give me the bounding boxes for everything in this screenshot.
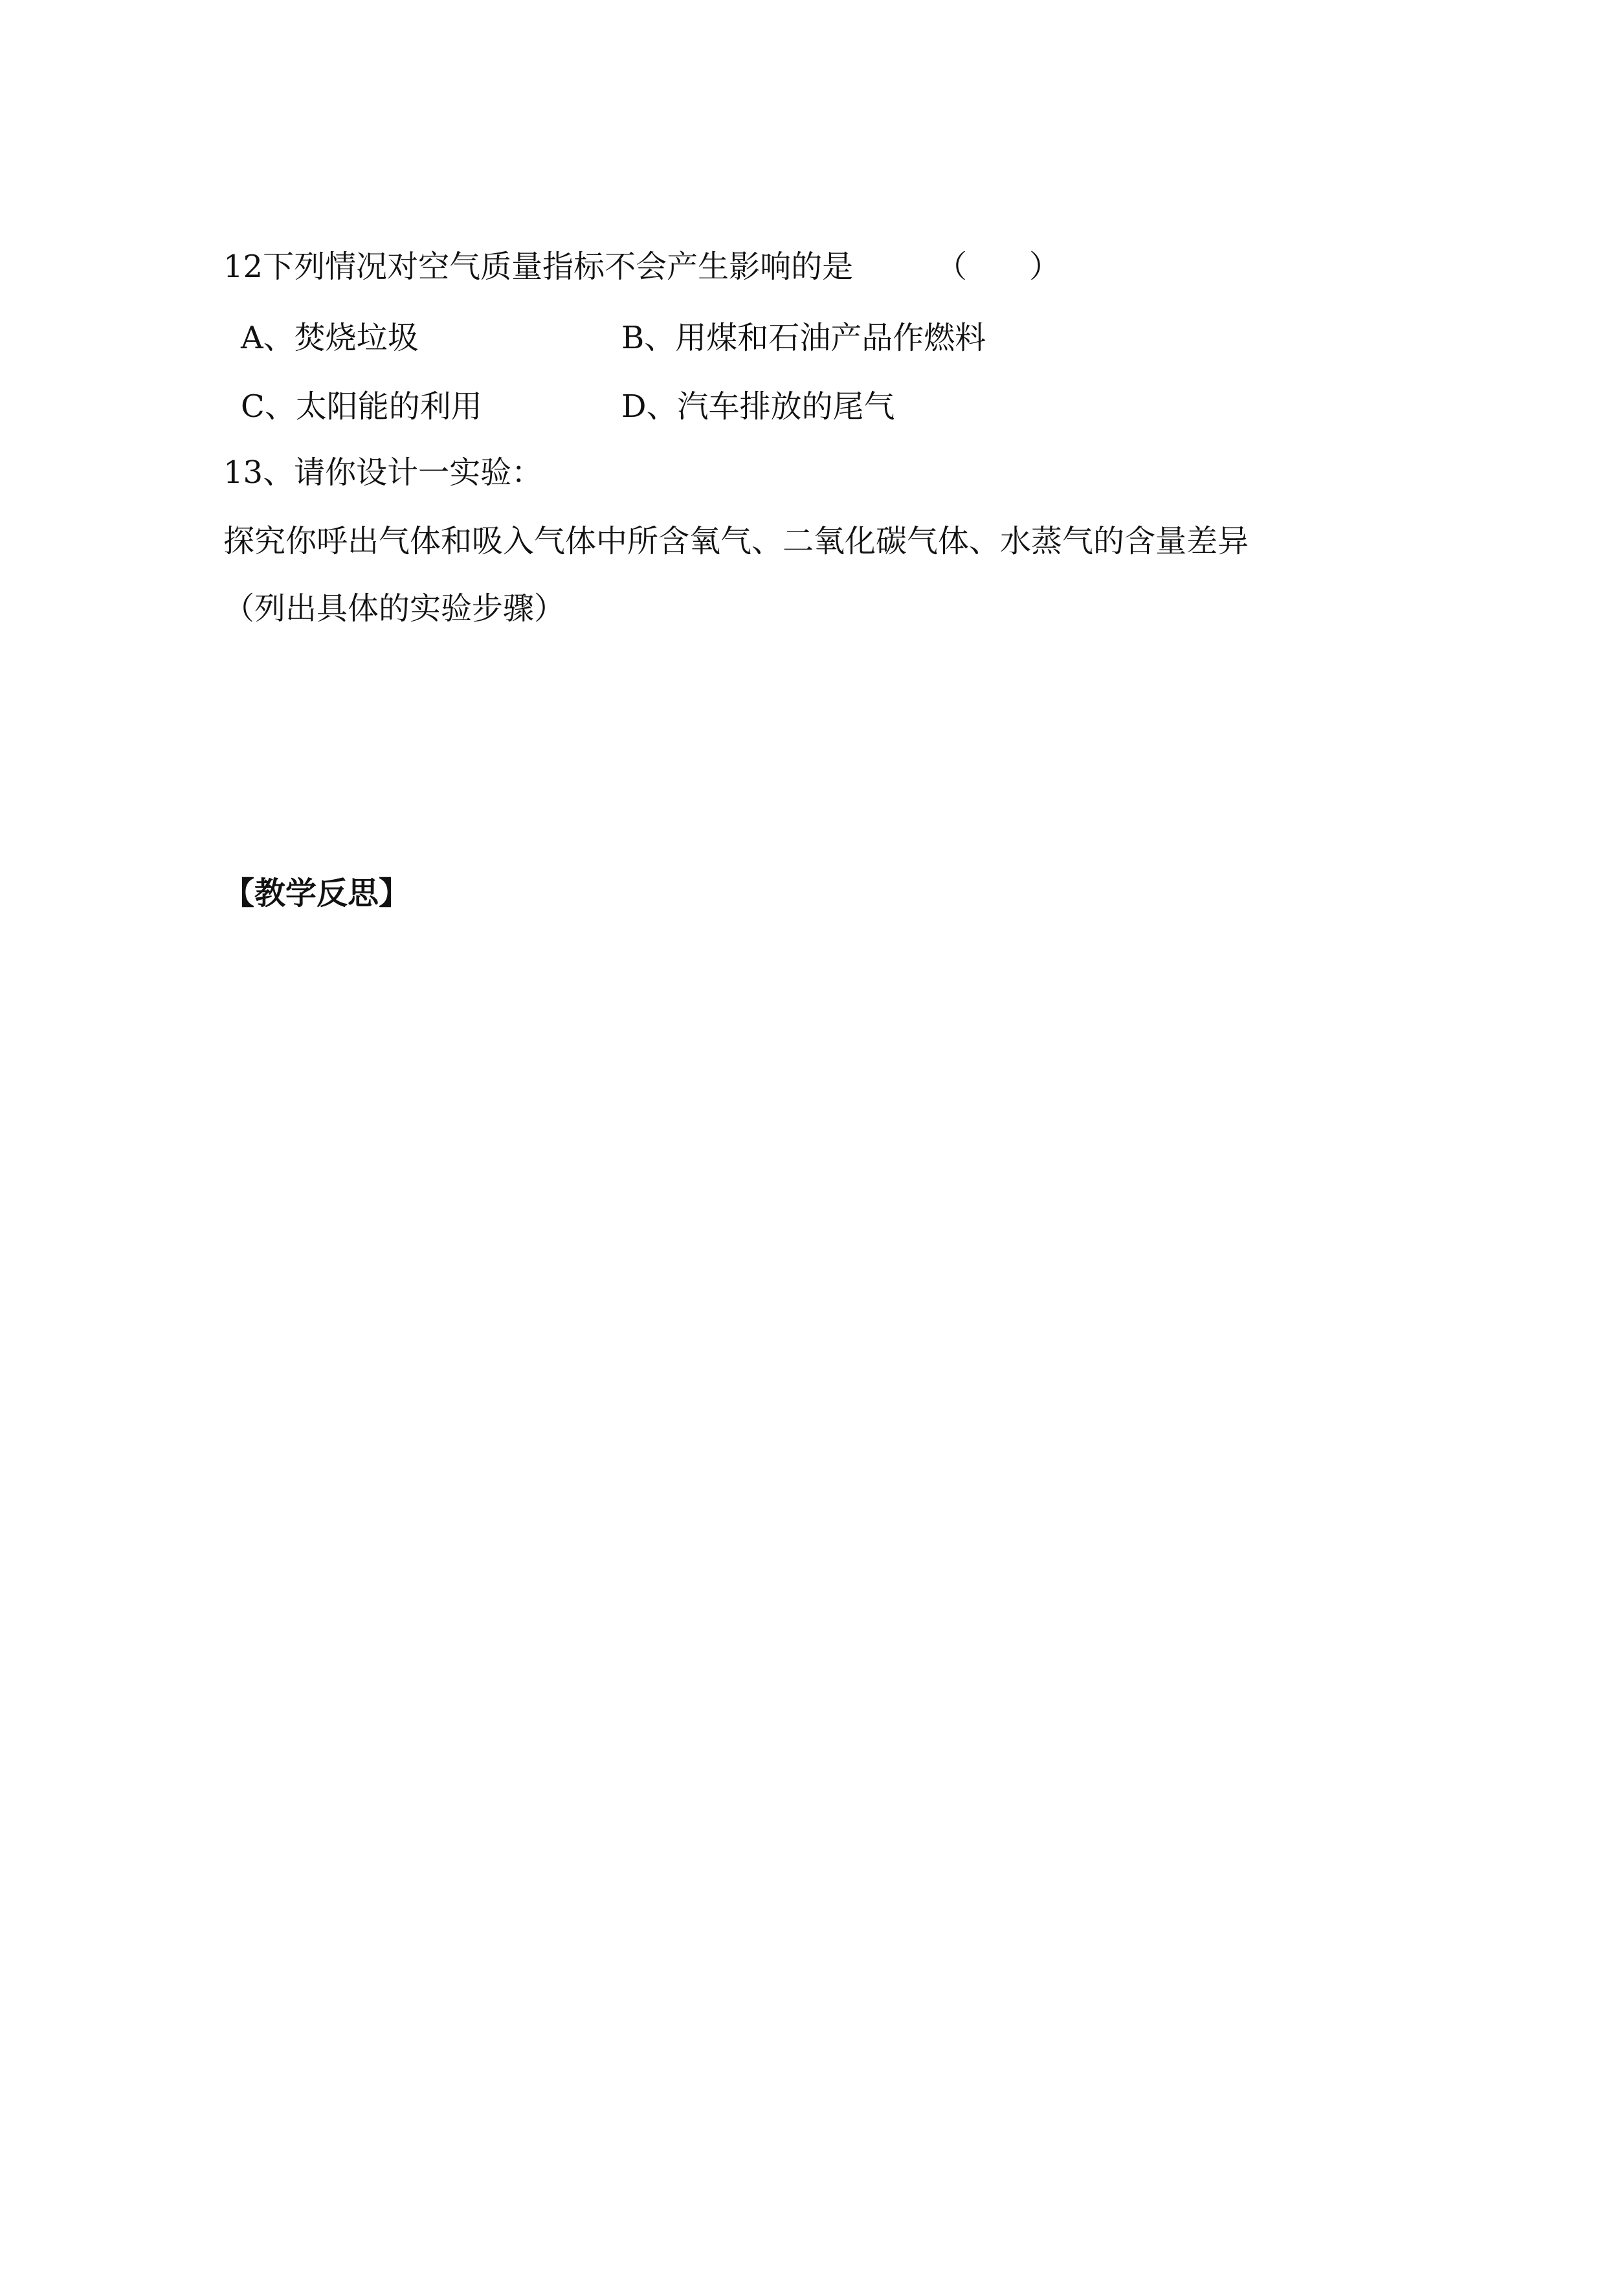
- question-13-note: （列出具体的实验步骤）: [223, 590, 566, 627]
- answer-blank: （ ）: [936, 249, 1061, 285]
- question-13-body: 探究你呼出气体和吸入气体中所含氧气、二氧化碳气体、水蒸气的含量差异: [223, 523, 1249, 559]
- question-12: [223, 241, 1061, 293]
- question-12-stem: 12下列情况对空气质量指标不会产生影响的是: [223, 249, 854, 285]
- reflection-heading: 【教学反思】: [223, 875, 410, 912]
- option-c: C、太阳能的利用: [241, 388, 482, 425]
- question-13-stem: 13、请你设计一实验：: [223, 454, 543, 491]
- options-row-cd: [0, 381, 1624, 432]
- option-b: B、用煤和石油产品作燃料: [621, 320, 986, 356]
- option-d: D、汽车排放的尾气: [621, 388, 895, 425]
- options-row-ab: [0, 312, 1624, 364]
- option-a: A、焚烧垃圾: [241, 320, 419, 356]
